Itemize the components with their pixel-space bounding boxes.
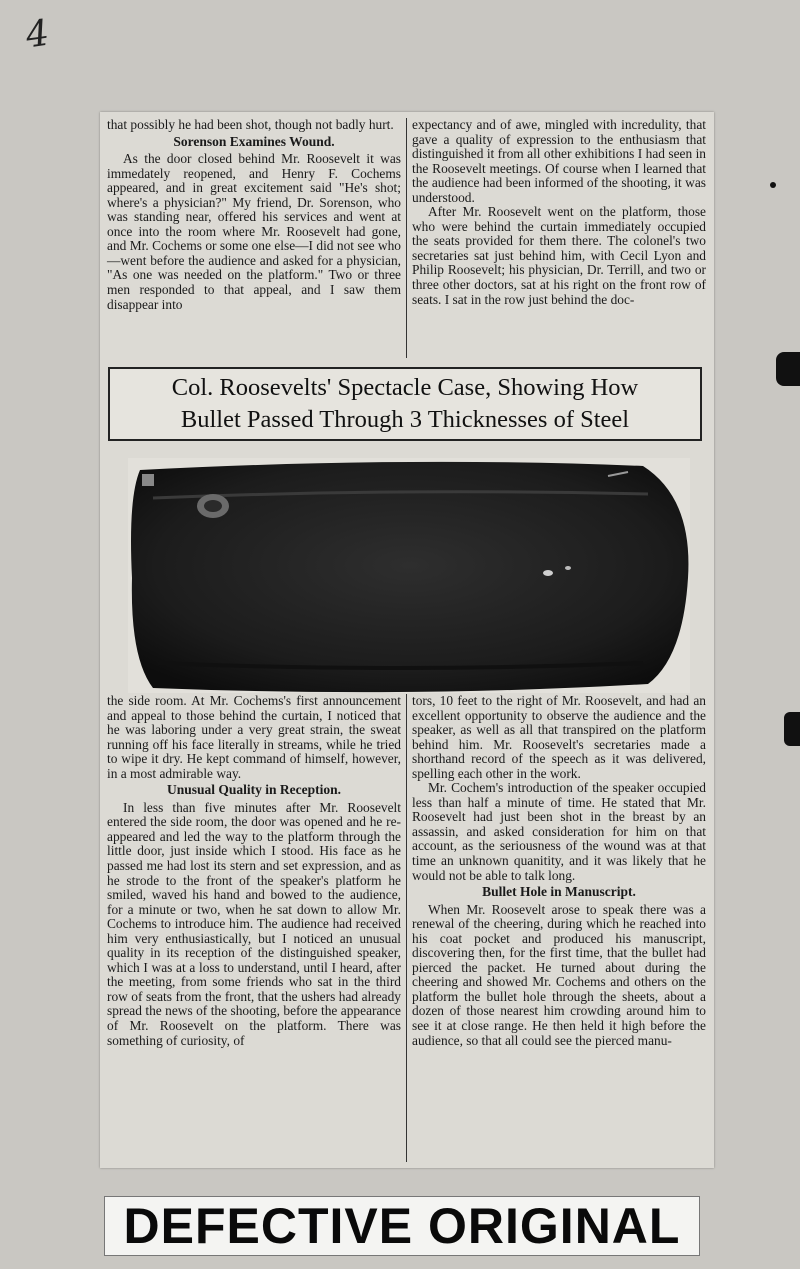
- headline-line: Bullet Passed Through 3 Thicknesses of Steel: [180, 406, 630, 433]
- photo-headline: [108, 367, 702, 441]
- column-rule: [406, 118, 407, 358]
- column-text: expectancy and of awe, mingled with incredulity, that gave a quality of expression to the enthusiasm that distinguished it from all other exhibitions I had seen in the Roosevelt meetings. Of course when I learned that the audience had been informed of the shooting, it was understood.: [412, 117, 706, 205]
- edge-mark: [776, 352, 800, 386]
- column-text: As the door closed behind Mr. Roosevelt it was immedately reopened, and Henry F. Cochems appeared, and in great excitement said "He's shot; where's a physician?" My friend, Dr. Sorenson, who was standing near, offered his services and went at once into the room where Mr. Roosevelt had gone, and Mr. Cochems or some one else—I did not see who—went before the audience and asked for a physician, "As one was needed on the platform." Two or three men responded to that appeal, and I saw them disappear into: [107, 151, 401, 312]
- column-text: tors, 10 feet to the right of Mr. Roosevelt, and had an excellent opportunity to observe the audience and the speaker, as well as all that transpired on the platform behind him. Mr. Roosevelt's secretaries made a shorthand record of the speech as it was delivered, spelling each other in the work.: [412, 693, 706, 781]
- spectacle-case-image: [128, 458, 690, 693]
- newspaper-clipping: [100, 112, 714, 1168]
- bottom-left-column: [107, 694, 401, 1048]
- bottom-right-column: [412, 694, 706, 1048]
- headline-line: Col. Roosevelts' Spectacle Case, Showing How: [171, 374, 639, 401]
- column-text: Mr. Cochem's introduction of the speaker occupied less than half a minute of time. He stated that Mr. Roosevelt had just been shot in the breast by an assassin, and asked consideration for him on that account, as the seriousness of the wound was at that time an unknown quanitity, and it was likely that he would not be able to talk long.: [412, 780, 706, 883]
- edge-mark: [784, 712, 800, 746]
- top-right-column: [412, 118, 706, 307]
- column-text: In less than five minutes after Mr. Roosevelt entered the side room, the door was opened and he re-appeared and led the way to the platform through the little door, just inside which I stood. His face as he passed me had lost its stern and set expression, and as he strode to the front of the speaker's platform he smiled, waved his hand and bowed to the audience, for a minute or two, when he sat down to allow Mr. Cochems to introduce him. The audience had received him very enthusiastically, but I noticed an unusual quality in its reception of the distinguished speaker, which I was at a loss to understand, until I heard, after the meeting, from some friends who sat in the third row of seats from the front, that the ushers had already spread the news of the shooting, before the appearance of Mr. Roosevelt on the platform. There was something of curiosity, of: [107, 799, 401, 1048]
- column-rule: [406, 694, 407, 1162]
- spectacle-case-photo: [128, 458, 690, 693]
- subheading: Bullet Hole in Manuscript.: [482, 884, 636, 900]
- subheading: Unusual Quality in Reception.: [166, 782, 342, 798]
- subheading: Sorenson Examines Wound.: [173, 133, 335, 149]
- column-text: When Mr. Roosevelt arose to speak there was a renewal of the cheering, during which he reached into his coat pocket and produced his manuscript, discovering then, for the first time, that the bullet had pierced the packet. He turned about during the cheering and showed Mr. Cochems and others on the platform the bullet hole through the sheets, about a dozen of those nearest him crowding around him to see it at close range. He then held it high before the audience, so that all could see the pierced manu-: [412, 901, 706, 1048]
- column-text: the side room. At Mr. Cochems's first announcement and appeal to those behind the curtain, I noticed that he was laboring under a very great strain, the sweat running off his face literally in streams, while he tried to wipe it dry. He kept command of himself, however, in a most admirable way.: [107, 693, 401, 781]
- top-left-column: [107, 118, 401, 312]
- column-text: that possibly he had been shot, though not badly hurt.: [107, 117, 394, 132]
- defective-original-stamp: DEFECTIVE ORIGINAL: [104, 1196, 700, 1256]
- page-number: 4: [23, 12, 52, 57]
- edge-mark: [770, 182, 776, 188]
- column-text: After Mr. Roosevelt went on the platform, those who were behind the curtain immediately occupied the seats provided for them there. The colonel's two secretaries sat just behind him, with Cecil Lyon and Philip Roosevelt; his physician, Dr. Terrill, and two or three other doctors, sat at his right on the front row of seats. I sat in the row just behind the doc-: [412, 204, 706, 307]
